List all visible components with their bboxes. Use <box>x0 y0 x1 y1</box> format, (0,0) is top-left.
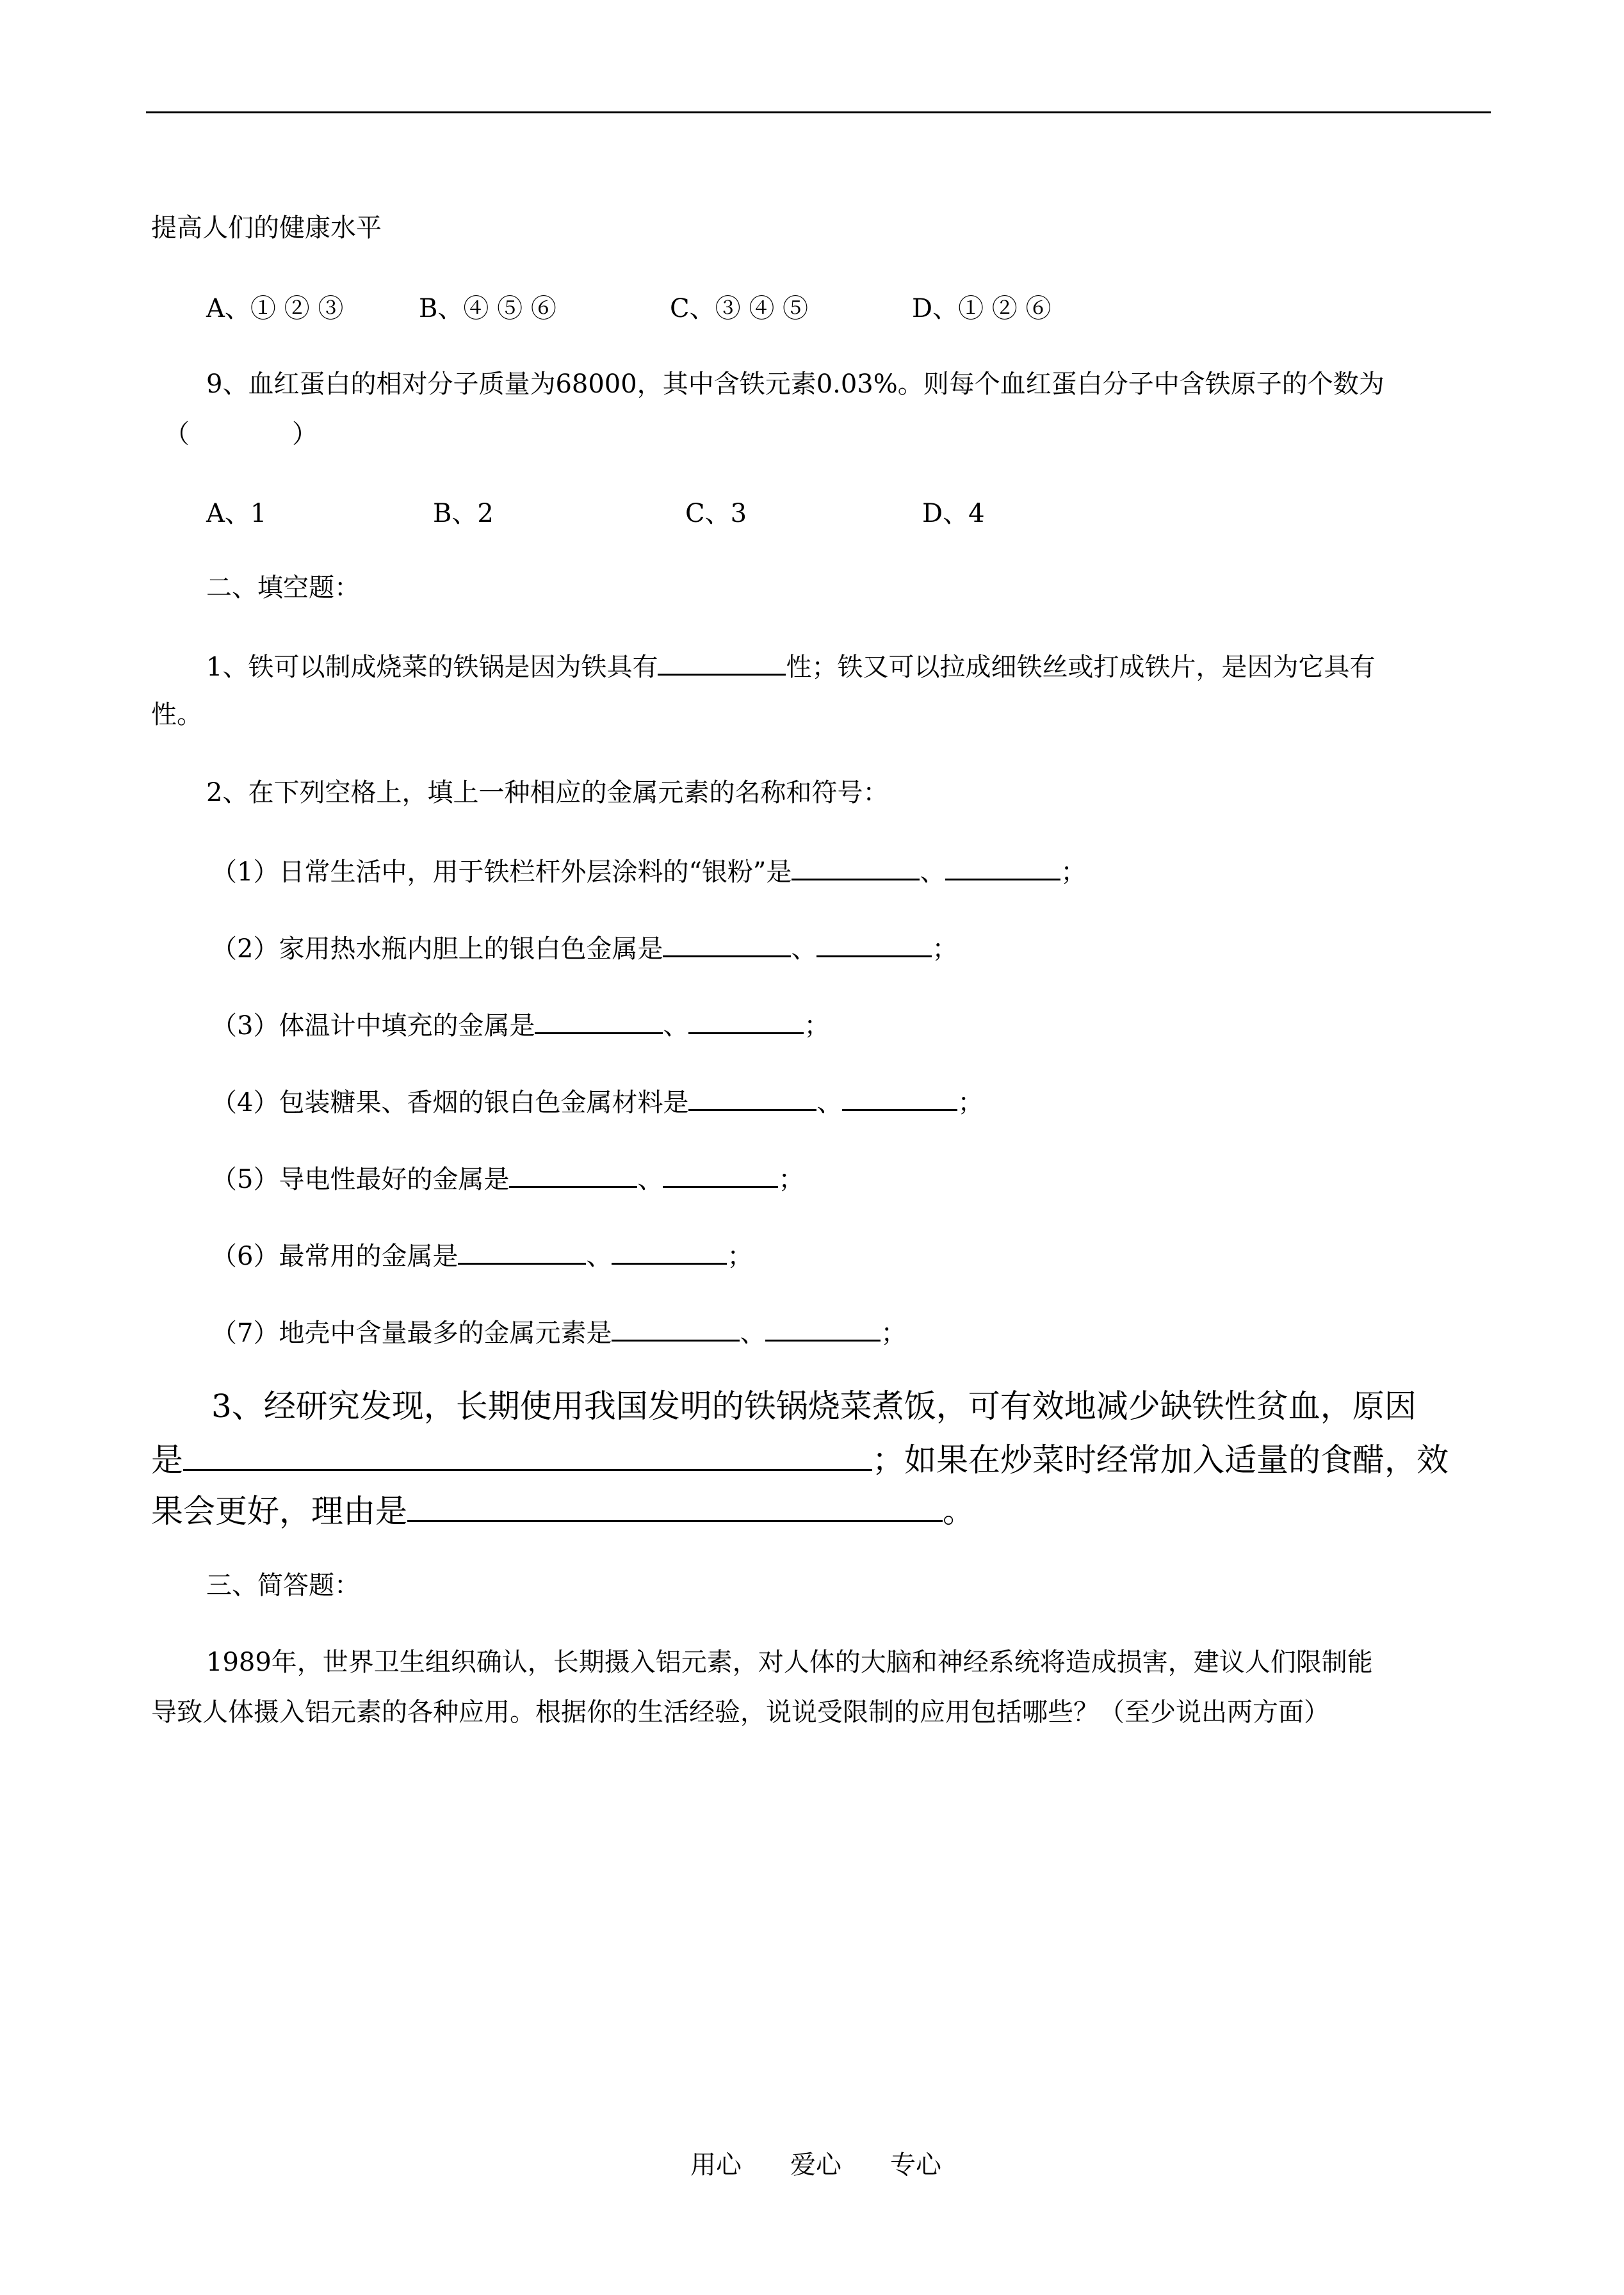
short-answer-line2: 导致人体摄入铝元素的各种应用。根据你的生活经验，说说受限制的应用包括哪些？（至少说出两方面） <box>151 1698 1329 1727</box>
fill3-line2 <box>151 1437 1449 1480</box>
footer-text-3: 专心 <box>890 2150 941 2180</box>
name-blank[interactable] <box>535 1007 663 1034</box>
fill2-item-label: （1）日常生活中，用于铁栏杆外层涂料的“银粉”是 <box>211 857 792 887</box>
fill3-line2-start: 是 <box>151 1441 183 1479</box>
fill3-line3-start: 果会更好，理由是 <box>151 1493 407 1530</box>
fill2-item-label: （6）最常用的金属是 <box>211 1242 459 1271</box>
symbol-blank[interactable] <box>945 853 1060 880</box>
fill2-item-label: （7）地壳中含量最多的金属元素是 <box>211 1318 612 1348</box>
fill1-part1: 1、铁可以制成烧菜的铁锅是因为铁具有 <box>206 653 658 682</box>
fill2-item-1 <box>211 853 1086 889</box>
fill2-item-3 <box>211 1007 829 1042</box>
semicolon: ； <box>804 1011 830 1041</box>
fill2-item-label: （4）包装糖果、香烟的银白色金属材料是 <box>211 1088 689 1117</box>
q8-tail-text: 提高人们的健康水平 <box>151 213 382 243</box>
q9-option-c: C、3 <box>685 499 747 528</box>
reason-blank[interactable] <box>183 1437 872 1471</box>
symbol-blank[interactable] <box>688 1007 804 1034</box>
q8-option-b: B、④ ⑤ ⑥ <box>419 294 556 323</box>
semicolon: ； <box>1060 857 1087 887</box>
symbol-blank[interactable] <box>842 1083 957 1111</box>
semicolon: ； <box>727 1242 753 1271</box>
name-blank[interactable] <box>663 930 791 957</box>
section3-title: 三、简答题： <box>206 1571 360 1600</box>
header-rule <box>146 111 1491 113</box>
fill1-part2: 性；铁又可以拉成细铁丝或打成铁片，是因为它具有 <box>786 653 1376 682</box>
separator: 、 <box>637 1165 663 1194</box>
fill2-item-7 <box>211 1314 906 1350</box>
fill2-stem: 2、在下列空格上，填上一种相应的金属元素的名称和符号： <box>206 778 889 807</box>
semicolon: ； <box>932 934 958 964</box>
q9-answer-paren: （ ） <box>164 419 318 449</box>
fill2-item-label: （5）导电性最好的金属是 <box>211 1165 510 1194</box>
name-blank[interactable] <box>458 1237 586 1265</box>
q9-option-b: B、2 <box>433 499 494 528</box>
name-blank[interactable] <box>792 853 920 880</box>
symbol-blank[interactable] <box>612 1237 727 1265</box>
name-blank[interactable] <box>612 1314 740 1342</box>
separator: 、 <box>791 934 817 964</box>
fill2-item-label: （3）体温计中填充的金属是 <box>211 1011 535 1041</box>
fill2-item-4 <box>211 1083 983 1119</box>
semicolon: ； <box>881 1318 907 1348</box>
fill2-item-6 <box>211 1237 752 1273</box>
separator: 、 <box>740 1318 766 1348</box>
fill3-line3-end: 。 <box>943 1493 975 1530</box>
semicolon: ； <box>778 1165 804 1194</box>
fill1-line2: 性。 <box>151 700 202 729</box>
separator: 、 <box>663 1011 689 1041</box>
fill3-line3 <box>151 1488 975 1532</box>
q9-option-d: D、4 <box>922 499 985 528</box>
fill3-line2-end: ；如果在炒菜时经常加入适量的食醋，效 <box>872 1441 1449 1479</box>
separator: 、 <box>920 857 946 887</box>
q8-option-d: D、① ② ⑥ <box>912 294 1052 323</box>
fill3-line1: 3、经研究发现，长期使用我国发明的铁锅烧菜煮饭，可有效地减少缺铁性贫血，原因 <box>211 1388 1417 1425</box>
symbol-blank[interactable] <box>663 1160 778 1188</box>
footer-text-1: 用心 <box>690 2150 742 2180</box>
q8-option-c: C、③ ④ ⑤ <box>670 294 809 323</box>
fill1-line1 <box>206 648 1375 684</box>
separator: 、 <box>586 1242 612 1271</box>
name-blank[interactable] <box>688 1083 816 1111</box>
symbol-blank[interactable] <box>765 1314 881 1342</box>
fill2-item-5 <box>211 1160 804 1196</box>
footer-text-2: 爱心 <box>790 2150 841 2180</box>
short-answer-line1: 1989年，世界卫生组织确认，长期摄入铝元素，对人体的大脑和神经系统将造成损害，建议人们限制能 <box>206 1648 1373 1677</box>
fill2-item-label: （2）家用热水瓶内胆上的银白色金属是 <box>211 934 663 964</box>
name-blank[interactable] <box>509 1160 637 1188</box>
q8-option-a: A、① ② ③ <box>206 294 344 323</box>
semicolon: ； <box>957 1088 984 1117</box>
fill2-item-2 <box>211 930 957 966</box>
vinegar-reason-blank[interactable] <box>407 1488 943 1522</box>
separator: 、 <box>816 1088 843 1117</box>
q9-option-a: A、1 <box>206 499 267 528</box>
section2-title: 二、填空题： <box>206 573 360 603</box>
q9-stem: 9、血红蛋白的相对分子质量为68000，其中含铁元素0.03%。则每个血红蛋白分子中含铁原子的个数为 <box>206 369 1384 399</box>
fill1-blank[interactable] <box>658 648 786 676</box>
symbol-blank[interactable] <box>816 930 932 957</box>
